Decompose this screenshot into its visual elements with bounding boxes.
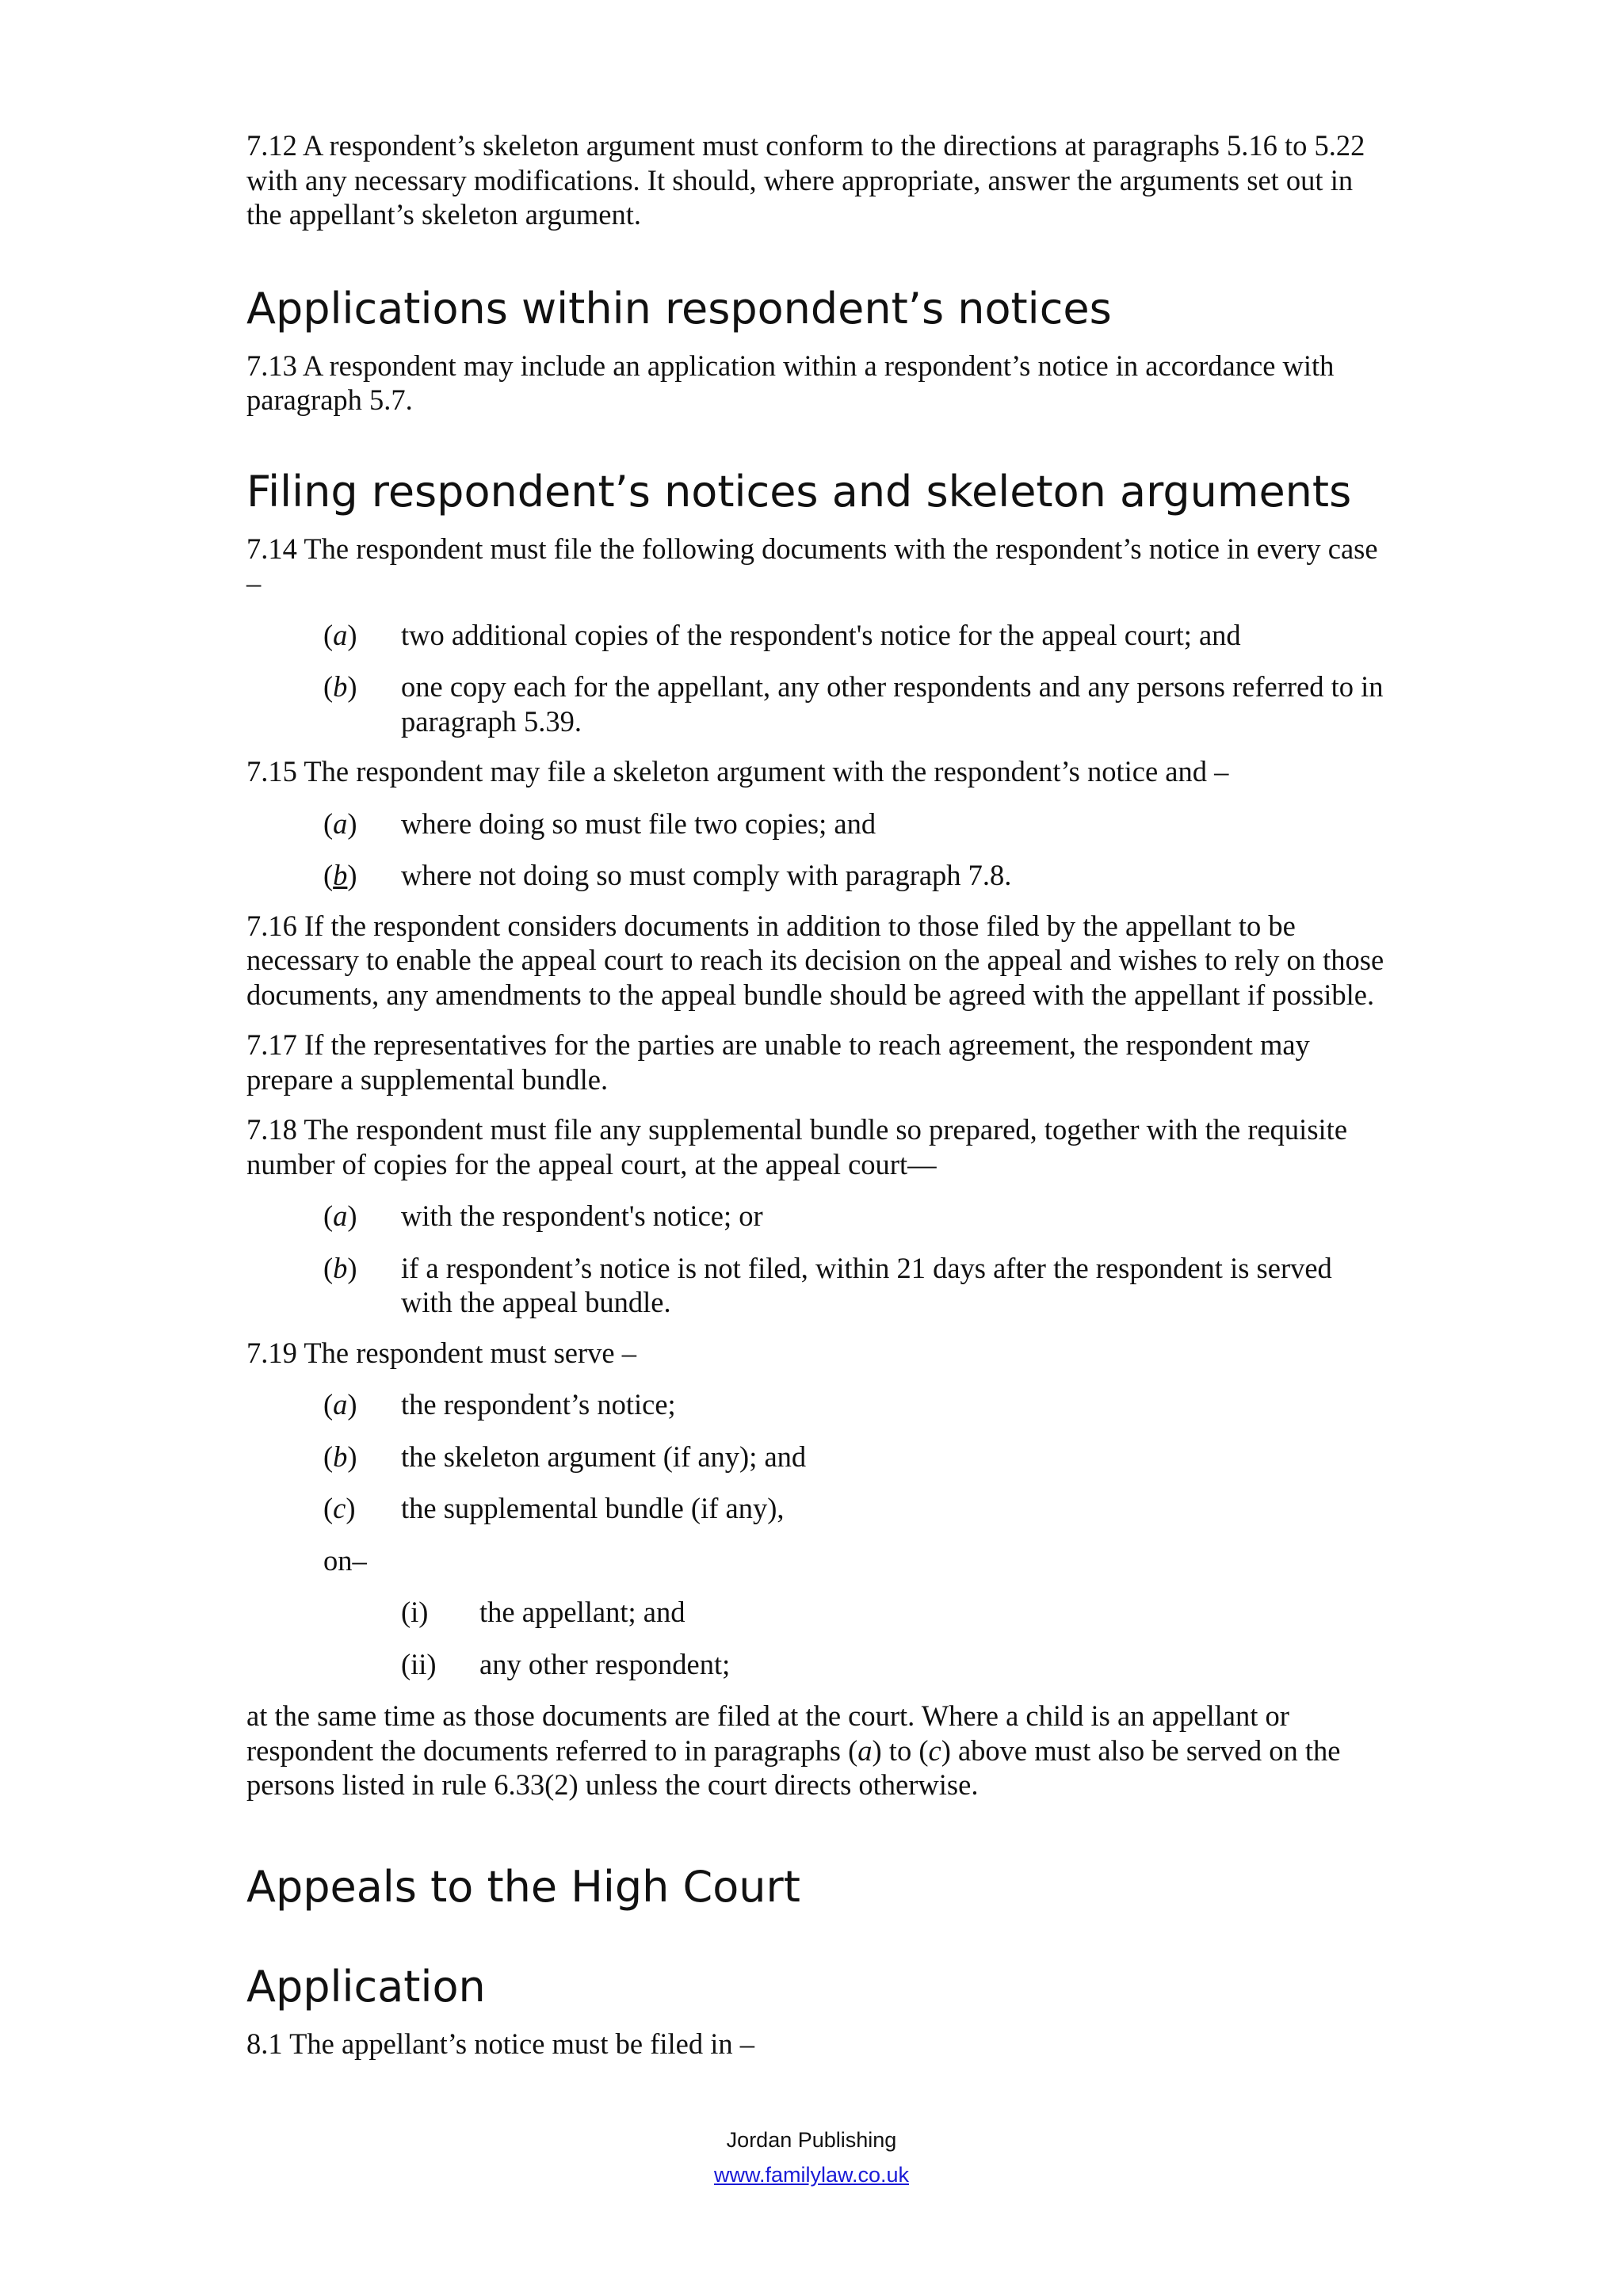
list-marker: (ii) — [401, 1647, 437, 1680]
list-marker: (b) — [323, 670, 357, 703]
paragraph-7-19-tail: at the same time as those documents are filed at the court. Where a child is an appellant or respondent the documents referred to in paragraphs (a) to (c) above must also be served on the persons listed in rule 6.33(2) unless the court directs otherwise. — [246, 1699, 1341, 1801]
paragraph-8-1: 8.1 The appellant’s notice must be filed in – — [246, 2027, 754, 2060]
document-body — [246, 128, 1388, 2061]
list-item-7-15-a — [246, 807, 1388, 841]
heading-application: Application — [246, 1961, 486, 2012]
paragraph-7-13: 7.13 A respondent may include an application within a respondent’s notice in accordance with paragraph 5.7. — [246, 349, 1335, 416]
list-marker: (b) — [323, 859, 357, 891]
list-item-7-19-b — [246, 1440, 1388, 1474]
list-item-text: any other respondent; — [479, 1647, 731, 1680]
heading-filing-notices: Filing respondent’s notices and skeleton arguments — [246, 466, 1352, 517]
list-marker: (a) — [323, 1388, 357, 1421]
list-item-text: the appellant; and — [479, 1596, 685, 1628]
paragraph-7-17: 7.17 If the representatives for the parties are unable to reach agreement, the respondent may prepare a supplemental bundle. — [246, 1028, 1310, 1096]
paragraph-7-12: 7.12 A respondent’s skeleton argument must conform to the directions at paragraphs 5.16 to 5.22 with any necessary modifications. It should, where appropriate, answer the arguments set out in the appellant’s skeleton argument. — [246, 129, 1365, 231]
list-item-7-15-b — [246, 858, 1388, 893]
list-connector-on: on– — [323, 1543, 367, 1577]
list-item-text: the supplemental bundle (if any), — [401, 1492, 785, 1524]
list-marker: (i) — [401, 1596, 429, 1628]
heading-applications-within-notices: Applications within respondent’s notices — [246, 283, 1112, 334]
list-item-7-18-b — [246, 1251, 1388, 1320]
list-item-text: two additional copies of the respondent's notice for the appeal court; and — [401, 618, 1241, 651]
list-item-7-19-i — [246, 1595, 1388, 1630]
list-marker: (a) — [323, 618, 357, 651]
footer-publisher: Jordan Publishing — [726, 2128, 897, 2152]
paragraph-7-18: 7.18 The respondent must file any supplemental bundle so prepared, together with the requisite number of copies for the appeal court, at the appeal court— — [246, 1113, 1348, 1180]
list-item-text: the respondent’s notice; — [401, 1388, 676, 1421]
footer-website-link[interactable]: www.familylaw.co.uk — [713, 2163, 910, 2187]
list-marker: (b) — [323, 1440, 357, 1473]
paragraph-7-15: 7.15 The respondent may file a skeleton argument with the respondent’s notice and – — [246, 755, 1229, 788]
list-marker: (b) — [323, 1251, 357, 1284]
list-item-7-19-c — [246, 1491, 1388, 1526]
list-item-text: the skeleton argument (if any); and — [401, 1440, 807, 1473]
list-item-7-18-a — [246, 1199, 1388, 1234]
list-item-text: with the respondent's notice; or — [401, 1199, 763, 1232]
paragraph-7-19: 7.19 The respondent must serve – — [246, 1336, 636, 1369]
heading-appeals-high-court: Appeals to the High Court — [246, 1861, 800, 1912]
list-item-7-14-a — [246, 618, 1388, 653]
list-item-text: one copy each for the appellant, any other respondents and any persons referred to in paragraph 5.39. — [401, 670, 1384, 738]
list-item-7-19-ii — [246, 1647, 1388, 1682]
list-item-7-19-a — [246, 1387, 1388, 1422]
list-marker: (c) — [323, 1492, 356, 1524]
list-item-text: if a respondent’s notice is not filed, within 21 days after the respondent is served with the appeal bundle. — [401, 1251, 1332, 1318]
list-item-text: where not doing so must comply with paragraph 7.8. — [401, 859, 1012, 891]
footer-link-wrap — [0, 2161, 1623, 2188]
list-marker: (a) — [323, 807, 357, 840]
list-marker: (a) — [323, 1199, 357, 1232]
paragraph-7-14: 7.14 The respondent must file the following documents with the respondent’s notice in every case – — [246, 532, 1378, 599]
list-item-text: where doing so must file two copies; and — [401, 807, 876, 840]
list-item-7-14-b — [246, 669, 1388, 738]
paragraph-7-16: 7.16 If the respondent considers documents in addition to those filed by the appellant to be necessary to enable the appeal court to reach its decision on the appeal and wishes to rely on those documents, any amendments to the appeal bundle should be agreed with the appellant if possible. — [246, 909, 1384, 1011]
